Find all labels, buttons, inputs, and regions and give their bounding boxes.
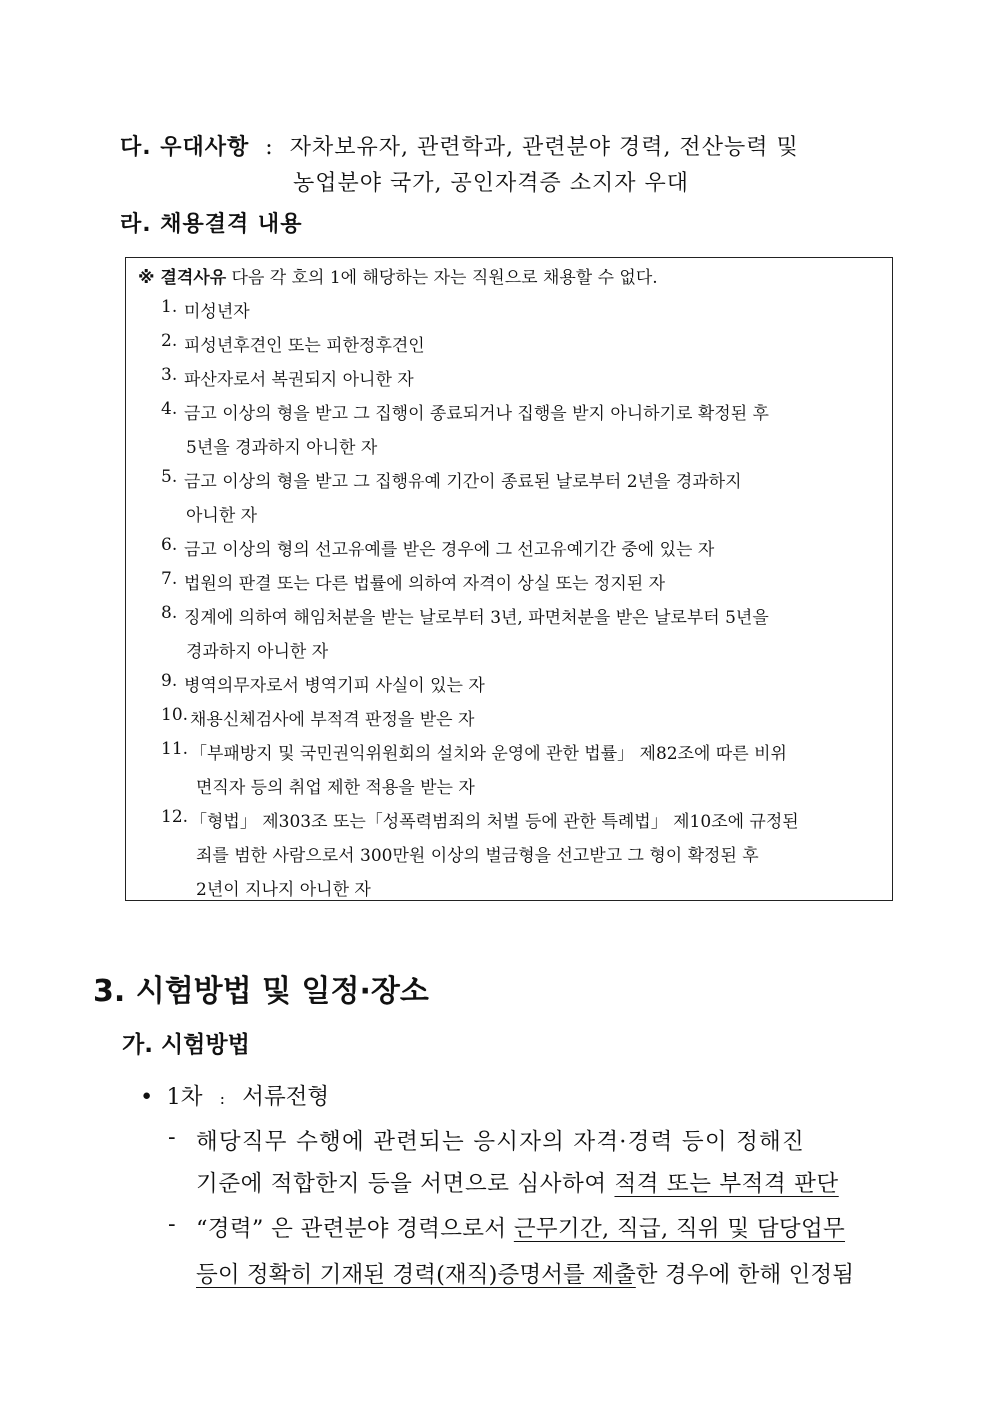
stage1-name: 서류전형 — [242, 1084, 330, 1110]
exam-sub-title: 가. 시험방법 — [122, 1032, 250, 1058]
p2-line2-plain: 한 경우에 한해 인정됨 — [635, 1262, 855, 1288]
list-item-text: 면직자 등의 취업 제한 적용을 받는 자 — [196, 778, 475, 798]
list-item-number: 7. — [161, 569, 178, 589]
dash-1: - — [168, 1124, 176, 1150]
list-item-number: 10. — [161, 705, 189, 725]
box-intro-line — [138, 263, 658, 288]
dash-2: - — [168, 1211, 176, 1237]
p1-line1: 해당직무 수행에 관련되는 응시자의 자격·경력 등이 정해진 — [196, 1129, 805, 1155]
list-item-number: 11. — [161, 739, 189, 759]
list-item-number: 12. — [161, 807, 189, 827]
p2-line1-underlined: 근무기간, 직급, 직위 및 담당업무 — [513, 1216, 846, 1242]
list-item-text: 「부패방지 및 국민권익위원회의 설치와 운영에 관한 법률」 제82조에 따른 비위 — [190, 744, 787, 764]
list-item-text: 금고 이상의 형을 받고 그 집행유예 기간이 종료된 날로부터 2년을 경과하지 — [184, 472, 742, 492]
p1-line2-underlined: 적격 또는 부적격 판단 — [614, 1171, 839, 1197]
list-item-text: 죄를 범한 사람으로서 300만원 이상의 벌금형을 선고받고 그 형이 확정된 후 — [196, 846, 759, 866]
stage1-label: 1차 — [166, 1084, 203, 1110]
list-item-text: 법원의 판결 또는 다른 법률에 의하여 자격이 상실 또는 정지된 자 — [184, 574, 666, 594]
list-item-number: 4. — [161, 399, 178, 419]
list-item-text: 징계에 의하여 해임처분을 받는 날로부터 3년, 파면처분을 받은 날로부터 5년을 — [184, 608, 769, 628]
section-title: 3. 시험방법 및 일정·장소 — [93, 974, 429, 1009]
p2-line1-plain: “경력” 은 관련분야 경력으로서 — [196, 1216, 514, 1242]
list-item-number: 1. — [161, 297, 178, 317]
list-item-number: 9. — [161, 671, 178, 691]
list-item-number: 2. — [161, 331, 178, 351]
p1-line2-plain: 기준에 적합한지 등을 서면으로 심사하여 — [196, 1171, 615, 1197]
list-item-text: 병역의무자로서 병역기피 사실이 있는 자 — [184, 676, 485, 696]
list-item-text: 금고 이상의 형을 받고 그 집행이 종료되거나 집행을 받지 아니하기로 확정된 후 — [184, 404, 769, 424]
list-item-text: 「형법」 제303조 또는「성폭력범죄의 처벌 등에 관한 특례법」 제10조에 규정된 — [190, 812, 799, 832]
list-item-text: 경과하지 아니한 자 — [186, 642, 329, 662]
list-item-text: 미성년자 — [184, 302, 250, 322]
box-intro: 다음 각 호의 1에 해당하는 자는 직원으로 채용할 수 없다. — [231, 268, 658, 288]
list-item-text: 파산자로서 복권되지 아니한 자 — [184, 370, 414, 390]
disqualification-heading: 라. 채용결격 내용 — [120, 212, 303, 237]
box-mark: ※ 결격사유 — [138, 268, 227, 288]
list-item-number: 5. — [161, 467, 178, 487]
list-item-number: 3. — [161, 365, 178, 385]
list-item-number: 6. — [161, 535, 178, 555]
p2-line1 — [196, 1211, 845, 1243]
list-item-text: 5년을 경과하지 아니한 자 — [186, 438, 378, 458]
list-item-text: 금고 이상의 형의 선고유예를 받은 경우에 그 선고유예기간 중에 있는 자 — [184, 540, 715, 560]
preference-text-line1: 자차보유자, 관련학과, 관련분야 경력, 전산능력 및 — [289, 135, 799, 160]
stage1-separator: : — [219, 1089, 226, 1108]
list-item-text: 채용신체검사에 부적격 판정을 받은 자 — [190, 710, 475, 730]
preference-separator: : — [265, 135, 274, 160]
list-item-text: 아니한 자 — [186, 506, 258, 526]
disqualification-box — [125, 257, 893, 901]
list-item-text: 2년이 지나지 아니한 자 — [196, 880, 371, 900]
stage1-line — [140, 1079, 329, 1111]
list-item-text: 피성년후견인 또는 피한정후견인 — [184, 336, 425, 356]
preference-line-1 — [120, 130, 799, 161]
bullet-icon: • — [140, 1084, 154, 1110]
p1-line2 — [196, 1166, 839, 1198]
preference-text-line2: 농업분야 국가, 공인자격증 소지자 우대 — [293, 171, 689, 196]
preference-label: 다. 우대사항 — [120, 135, 250, 160]
list-item-number: 8. — [161, 603, 178, 623]
p2-line2-underlined: 등이 정확히 기재된 경력(재직)증명서를 제출 — [196, 1262, 636, 1288]
p2-line2 — [196, 1257, 854, 1289]
